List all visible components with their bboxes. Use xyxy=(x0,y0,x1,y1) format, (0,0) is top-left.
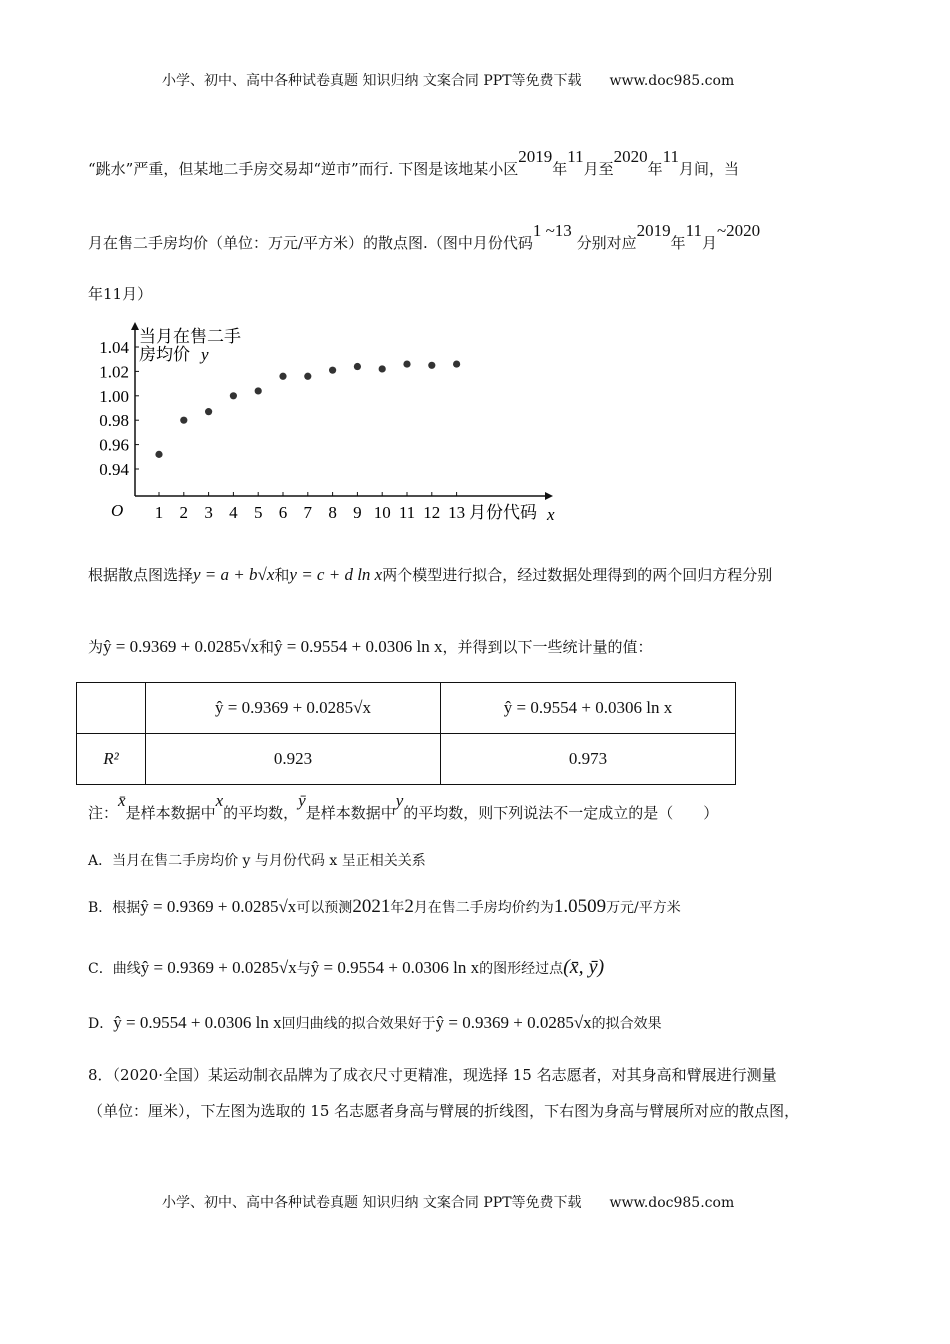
x-tick-label: 13 xyxy=(448,503,466,522)
data-point xyxy=(403,360,410,367)
x-tick-label: 12 xyxy=(423,503,441,522)
table-header-ln-model: ŷ = 0.9554 + 0.0306 ln x xyxy=(441,683,736,734)
ylabel-line2: 房均价 xyxy=(139,345,190,364)
option-c: C．曲线ŷ = 0.9369 + 0.0285√x与ŷ = 0.9554 + 0.0306 ln x的图形经过点(x̄, ȳ) xyxy=(88,956,605,978)
y-tick-label: 1.04 xyxy=(99,338,129,357)
x-tick-label: 4 xyxy=(229,503,238,522)
question-8-line-1: 8．（2020·全国）某运动制衣品牌为了成衣尺寸更精准，现选择 15 名志愿者，对其身高和臂展进行测量 xyxy=(88,1066,777,1084)
x-tick-label: 7 xyxy=(303,503,313,522)
x-tick-label: 11 xyxy=(398,503,416,522)
data-point xyxy=(329,367,336,374)
r-squared-ln: 0.973 xyxy=(441,734,736,785)
y-tick-label: 0.96 xyxy=(99,435,129,455)
x-tick-label: 5 xyxy=(253,503,263,522)
x-tick-label: 6 xyxy=(278,503,288,522)
x-tick-label: 10 xyxy=(373,503,391,522)
y-tick-label: 1.02 xyxy=(99,362,129,382)
data-point xyxy=(354,363,361,370)
y-tick-label: 0.94 xyxy=(99,460,129,479)
data-point xyxy=(205,408,212,415)
intro-line-1: “跳水”严重，但某地二手房交易却“逆市”而行. 下图是该地某小区2019年11月至2020年11月间，当 xyxy=(88,147,740,178)
option-d: D．ŷ = 0.9554 + 0.0306 ln x回归曲线的拟合效果好于ŷ = 0.9369 + 0.0285√x的拟合效果 xyxy=(88,1013,662,1032)
y-tick-label: 0.98 xyxy=(99,411,129,431)
data-point xyxy=(255,387,262,394)
option-a: A．当月在售二手房均价 y 与月份代码 x 呈正相关关系 xyxy=(88,853,426,869)
page-footer: 小学、初中、高中各种试卷真题 知识归纳 文案合同 PPT等免费下载 www.doc985.com xyxy=(162,1195,735,1211)
r-squared-label: R² xyxy=(77,734,146,785)
data-point xyxy=(379,365,386,372)
intro-line-3: 年11月） xyxy=(88,285,153,303)
option-b: B．根据ŷ = 0.9369 + 0.0285√x可以预测2021年2月在售二手房均价约为1.0509万元/平方米 xyxy=(88,896,681,917)
data-point xyxy=(453,360,460,367)
xlabel: 月份代码 xyxy=(469,503,537,522)
x-tick-label: 8 xyxy=(328,503,337,522)
data-point xyxy=(279,373,286,380)
x-tick-label: 1 xyxy=(154,503,164,522)
statistics-table xyxy=(76,682,736,785)
question-8-line-2: （单位：厘米），下左图为选取的 15 名志愿者身高与臂展的折线图，下右图为身高与臂展所对应的散点图， xyxy=(88,1102,800,1120)
note: 注：x̄是样本数据中x的平均数，ȳ是样本数据中y的平均数，则下列说法不一定成立的是（ ） xyxy=(88,791,719,822)
x-tick-label: 2 xyxy=(179,503,189,522)
x-tick-label: 3 xyxy=(204,503,213,522)
xlabel-var: x xyxy=(547,505,555,524)
data-point xyxy=(155,451,162,458)
x-tick-label: 9 xyxy=(353,503,362,522)
y-tick-label: 1.00 xyxy=(99,386,129,406)
y-axis-arrow-icon xyxy=(131,322,139,330)
x-axis-arrow-icon xyxy=(545,492,553,500)
ylabel-var: y xyxy=(201,345,209,364)
data-point xyxy=(230,392,237,399)
intro-line-2: 月在售二手房均价（单位：万元/平方米）的散点图.（图中月份代码1 ~13 分别对应2019年11月~2020 xyxy=(88,221,761,252)
table-corner-cell xyxy=(77,683,146,734)
table-header-sqrt-model: ŷ = 0.9369 + 0.0285√x xyxy=(146,683,441,734)
ylabel-line1: 当月在售二手 xyxy=(139,327,241,346)
scatter-chart xyxy=(85,320,565,530)
para2-line-1: 根据散点图选择y = a + b√x和y = c + d ln x两个模型进行拟合，经过数据处理得到的两个回归方程分别 xyxy=(88,565,773,584)
page-header: 小学、初中、高中各种试卷真题 知识归纳 文案合同 PPT等免费下载 www.doc985.com xyxy=(162,73,735,89)
para2-line-2: 为ŷ = 0.9369 + 0.0285√x和ŷ = 0.9554 + 0.0306 ln x，并得到以下一些统计量的值： xyxy=(88,637,653,656)
r-squared-sqrt: 0.923 xyxy=(146,734,441,785)
data-point xyxy=(428,362,435,369)
data-point xyxy=(304,373,311,380)
data-point xyxy=(180,417,187,424)
origin-label: O xyxy=(111,501,124,520)
